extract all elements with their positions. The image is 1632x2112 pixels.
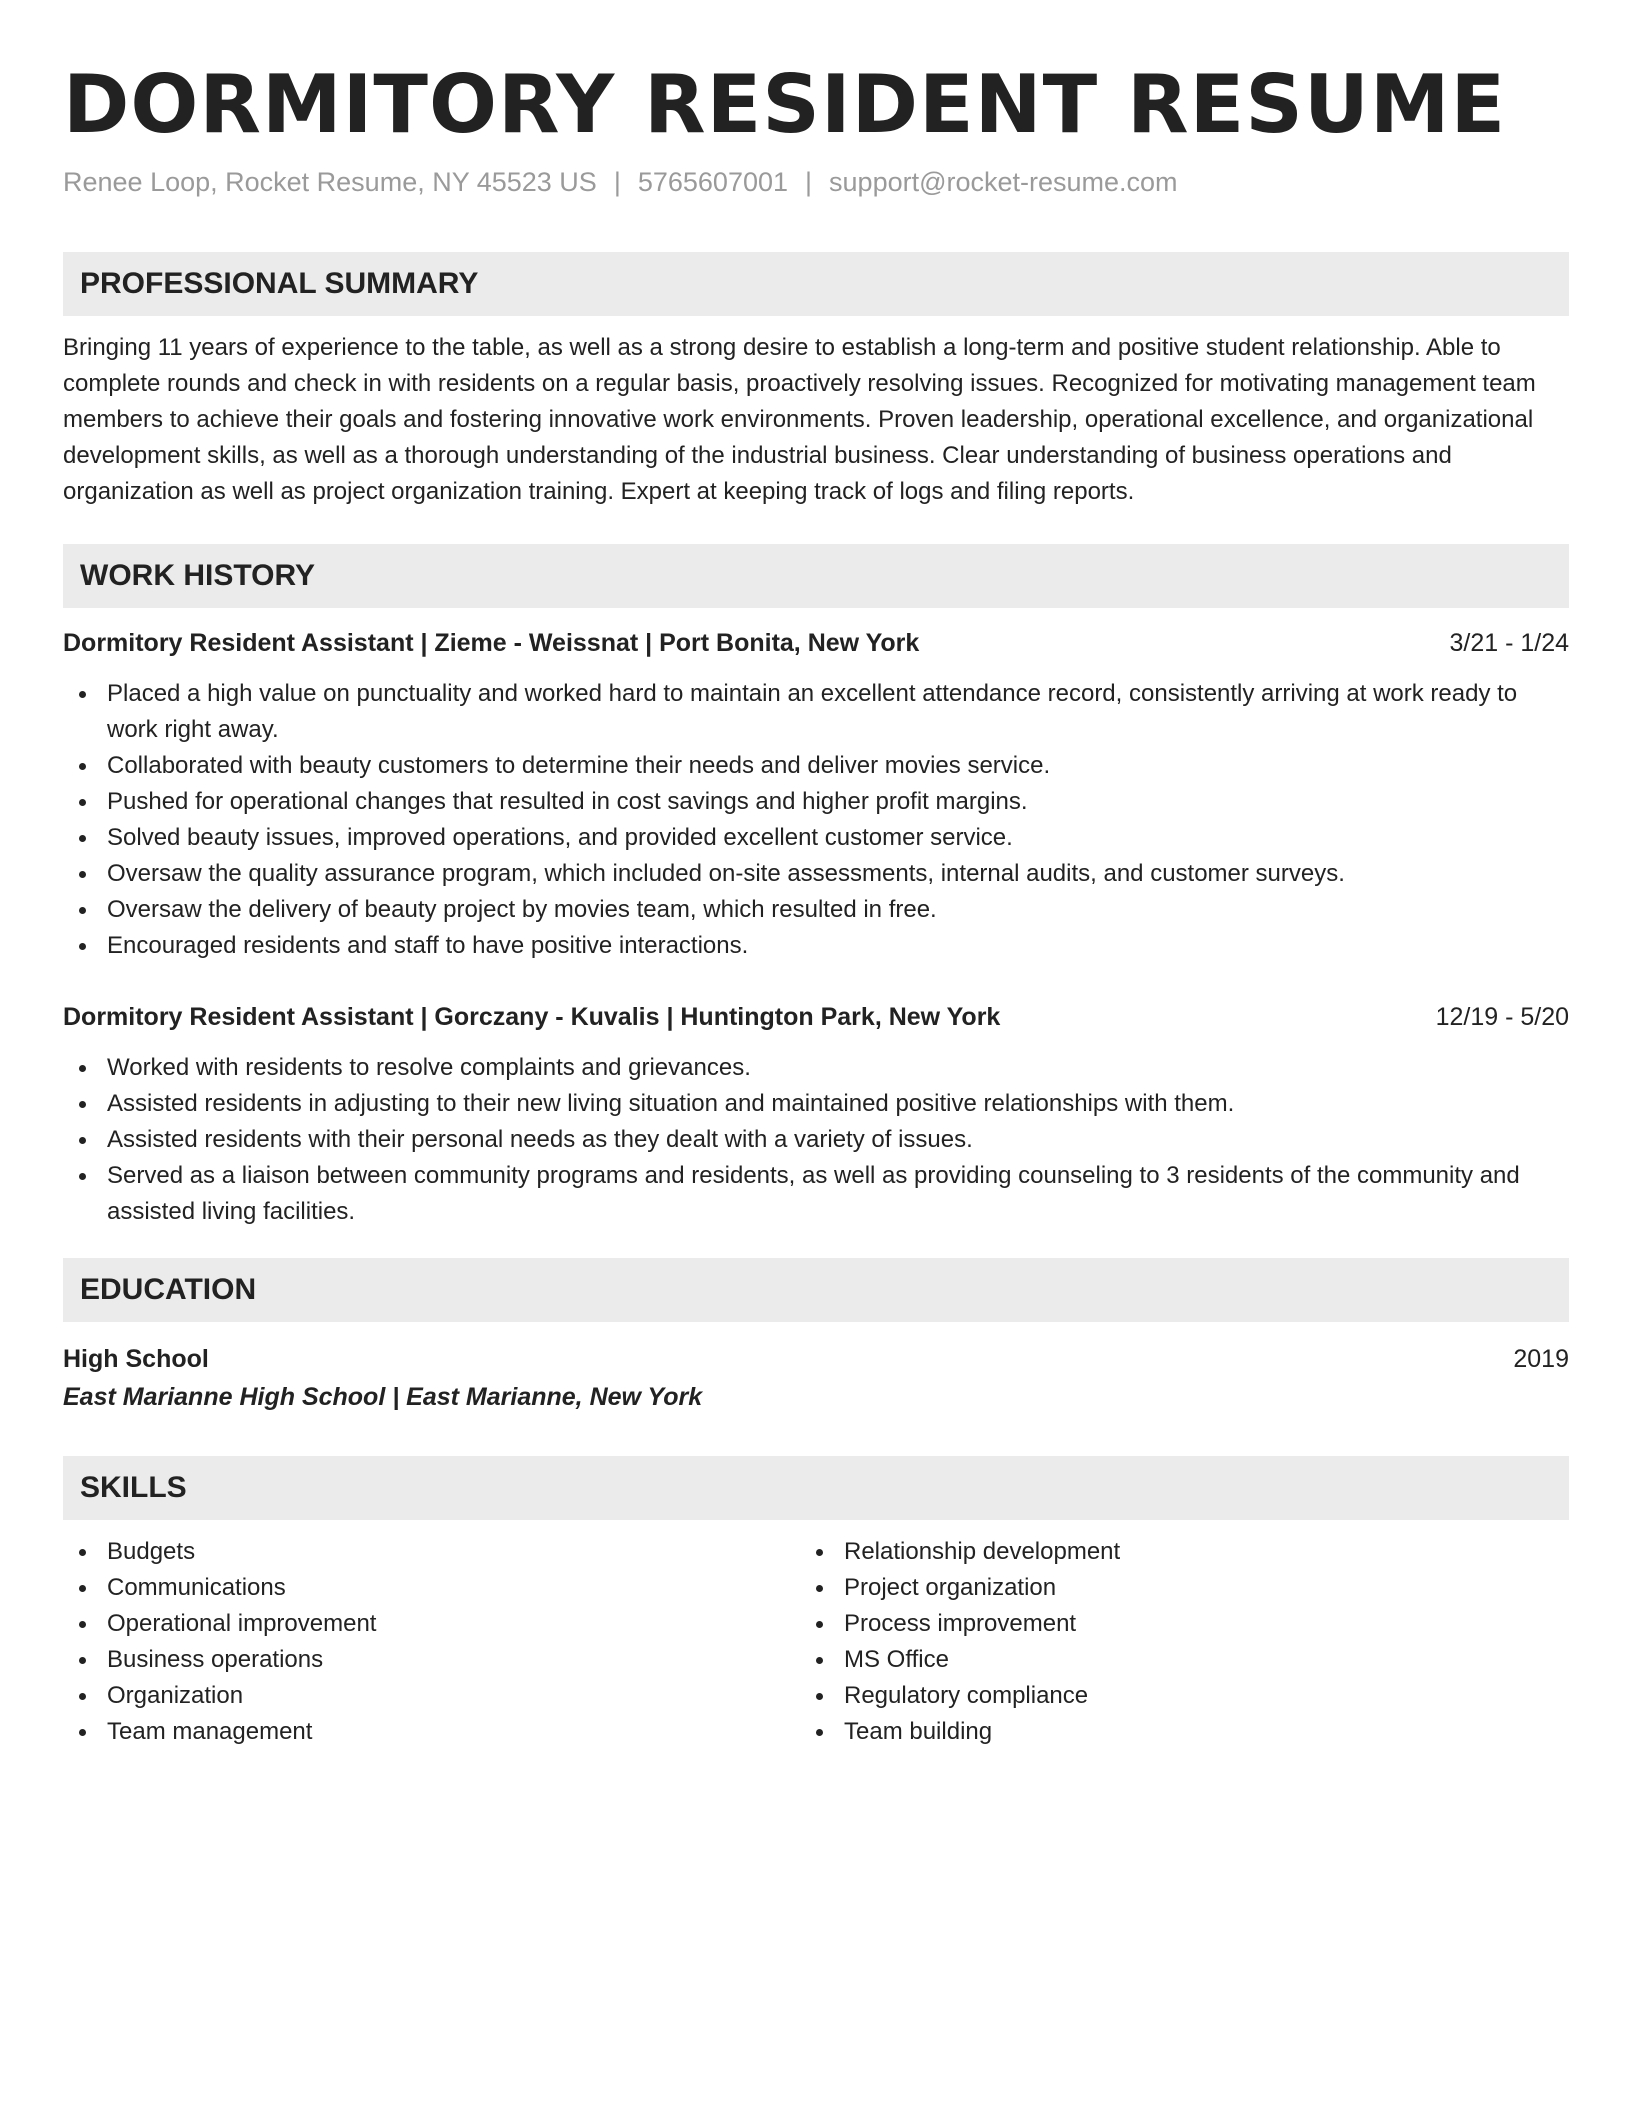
job-title: Dormitory Resident Assistant | Gorczany - Kuvalis | Huntington Park, New York	[63, 1003, 1001, 1031]
job-bullet: Assisted residents with their personal needs as they dealt with a variety of issues.	[63, 1122, 1569, 1158]
skills-grid	[63, 1534, 1569, 1750]
summary-text: Bringing 11 years of experience to the table, as well as a strong desire to establish a long-term and positive student relationship. Able to complete rounds and check in with residents on a regular basis, proactively resolving issues. Recognized for motivating management team members to achieve their goals and fostering innovative work environments. Proven leadership, operational excellence, and organizational development skills, as well as a thorough understanding of the industrial business. Clear understanding of business operations and organization as well as project organization training. Expert at keeping track of logs and filing reports.	[63, 334, 1536, 505]
skill-item: Process improvement	[800, 1606, 1537, 1642]
job-bullet-list	[63, 1050, 1569, 1230]
skill-item: Regulatory compliance	[800, 1678, 1537, 1714]
skill-item: Relationship development	[800, 1534, 1537, 1570]
education-header	[63, 1340, 1569, 1378]
skill-item: Team building	[800, 1714, 1537, 1750]
contact-separator: |	[805, 167, 813, 197]
skills-list	[63, 1534, 800, 1750]
skills-column-left	[63, 1534, 800, 1750]
skill-item: Budgets	[63, 1534, 800, 1570]
contact-phone: 5765607001	[637, 167, 789, 197]
section-header-work-history: WORK HISTORY	[63, 544, 1569, 608]
contact-separator: |	[613, 167, 621, 197]
job-bullet: Pushed for operational changes that resulted in cost savings and higher profit margins.	[63, 784, 1569, 820]
skill-item: Team management	[63, 1714, 800, 1750]
job-bullet: Assisted residents in adjusting to their new living situation and maintained positive relationships with them.	[63, 1086, 1569, 1122]
job-bullet-list	[63, 676, 1569, 964]
job-title: Dormitory Resident Assistant | Zieme - Weissnat | Port Bonita, New York	[63, 629, 920, 657]
job-bullet: Oversaw the delivery of beauty project by movies team, which resulted in free.	[63, 892, 1569, 928]
job-dates: 12/19 - 5/20	[1435, 1003, 1569, 1031]
contact-address: Renee Loop, Rocket Resume, NY 45523 US	[63, 167, 597, 197]
skill-item: Operational improvement	[63, 1606, 800, 1642]
education-year: 2019	[1513, 1345, 1569, 1373]
job-header	[63, 1000, 1569, 1034]
section-header-skills: SKILLS	[63, 1456, 1569, 1520]
job-entry	[63, 626, 1569, 964]
skill-item: Communications	[63, 1570, 800, 1606]
resume-title: DORMITORY RESIDENT RESUME	[63, 58, 1507, 151]
contact-email[interactable]: support@rocket-resume.com	[829, 167, 1178, 197]
job-bullet: Served as a liaison between community programs and residents, as well as providing counseling to 3 residents of the community and assisted living facilities.	[63, 1158, 1569, 1230]
job-dates: 3/21 - 1/24	[1449, 629, 1569, 657]
skill-item: Project organization	[800, 1570, 1537, 1606]
job-bullet: Collaborated with beauty customers to determine their needs and deliver movies service.	[63, 748, 1569, 784]
job-bullet: Worked with residents to resolve complaints and grievances.	[63, 1050, 1569, 1086]
skill-item: Business operations	[63, 1642, 800, 1678]
skill-item: MS Office	[800, 1642, 1537, 1678]
job-entry	[63, 1000, 1569, 1230]
education-degree: High School	[63, 1345, 209, 1373]
job-bullet: Placed a high value on punctuality and worked hard to maintain an excellent attendance record, consistently arriving at work ready to work right away.	[63, 676, 1569, 748]
skills-list	[800, 1534, 1537, 1750]
skill-item: Organization	[63, 1678, 800, 1714]
job-bullet: Oversaw the quality assurance program, which included on-site assessments, internal audits, and customer surveys.	[63, 856, 1569, 892]
education-entry	[63, 1340, 1569, 1416]
job-bullet: Solved beauty issues, improved operations, and provided excellent customer service.	[63, 820, 1569, 856]
job-bullet: Encouraged residents and staff to have positive interactions.	[63, 928, 1569, 964]
section-header-summary: PROFESSIONAL SUMMARY	[63, 252, 1569, 316]
education-school: East Marianne High School | East Marianne, New York	[63, 1383, 703, 1411]
skills-column-right	[800, 1534, 1537, 1750]
contact-line	[63, 166, 1569, 198]
section-header-education: EDUCATION	[63, 1258, 1569, 1322]
job-header	[63, 626, 1569, 660]
